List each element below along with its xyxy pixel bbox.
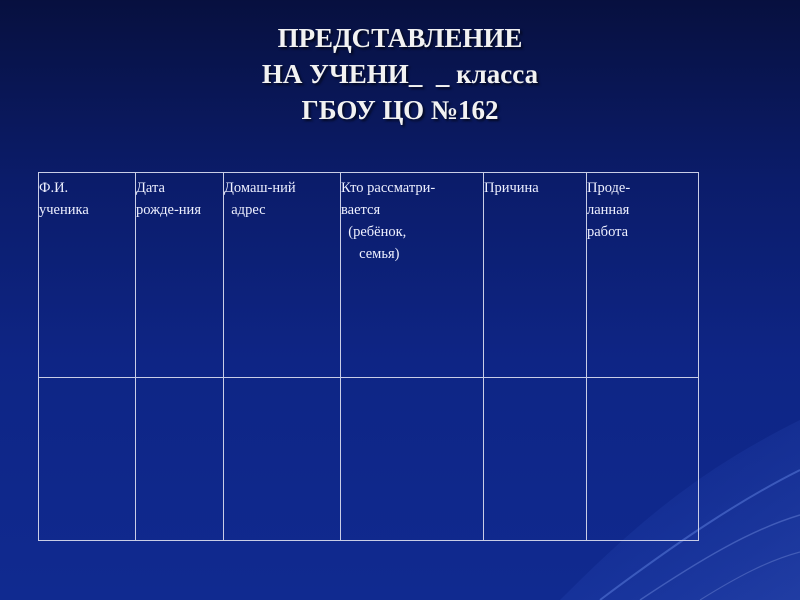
- header-cell-birthdate: [136, 173, 224, 378]
- header-cell-name: [39, 173, 136, 378]
- table-row: [39, 378, 699, 541]
- table-cell: [136, 378, 224, 541]
- student-table: [38, 172, 699, 541]
- header-text: Проде-: [587, 180, 631, 196]
- title-line-3: ГБОУ ЦО №162: [301, 95, 499, 125]
- slide-title: [0, 20, 800, 128]
- header-cell-reviewed: [341, 173, 484, 378]
- header-text: ланная: [587, 202, 630, 218]
- header-text: (ребёнок,: [341, 224, 407, 240]
- table-cell: [587, 378, 699, 541]
- table-cell: [484, 378, 587, 541]
- table-header-row: [39, 173, 699, 378]
- header-text: Кто рассматри-: [341, 180, 436, 196]
- header-text: семья): [341, 246, 400, 262]
- header-cell-work-done: [587, 173, 699, 378]
- table-cell: [341, 378, 484, 541]
- header-text: Дата: [136, 180, 165, 196]
- header-cell-reason: [484, 173, 587, 378]
- header-text: рожде-ния: [136, 202, 201, 218]
- title-line-2: НА УЧЕНИ_ _ класса: [261, 59, 539, 89]
- header-text: Причина: [484, 180, 539, 196]
- table-cell: [39, 378, 136, 541]
- header-text: работа: [587, 224, 629, 240]
- title-line-1: ПРЕДСТАВЛЕНИЕ: [277, 23, 523, 53]
- header-text: Домаш-ний: [224, 180, 296, 196]
- header-cell-address: [224, 173, 341, 378]
- header-text: адрес: [224, 202, 266, 218]
- header-text: Ф.И.: [39, 180, 69, 196]
- header-text: ученика: [39, 202, 89, 218]
- table-cell: [224, 378, 341, 541]
- header-text: вается: [341, 202, 381, 218]
